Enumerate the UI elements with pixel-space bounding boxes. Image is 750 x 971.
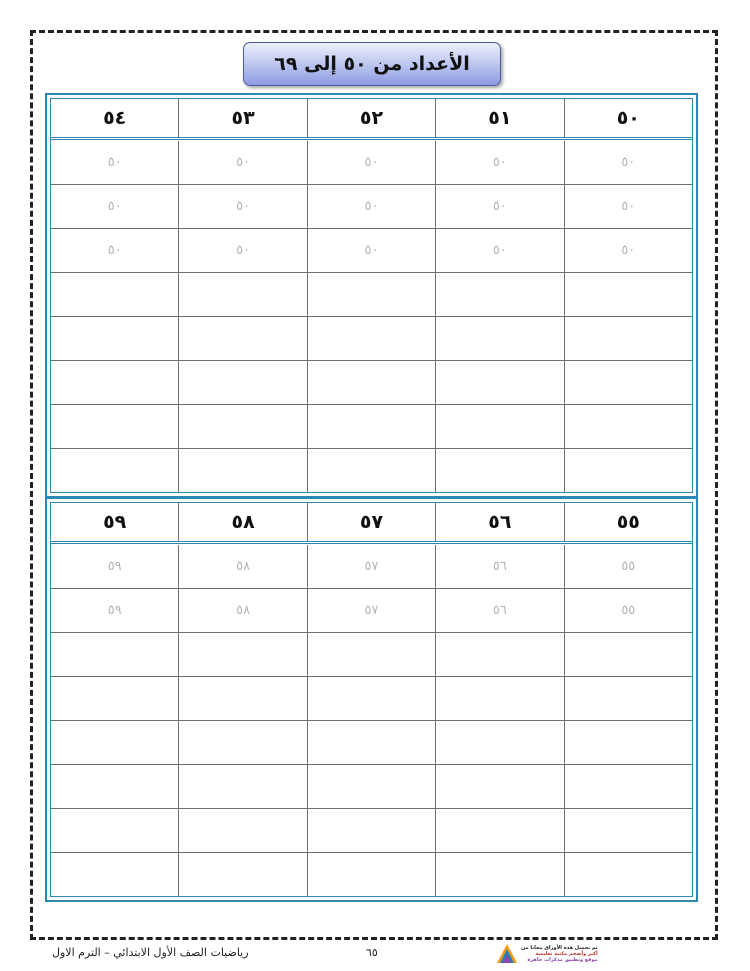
grid-row: [51, 449, 692, 492]
writing-cell: [178, 633, 306, 676]
writing-cell: [178, 317, 306, 360]
grid-row: [51, 677, 692, 721]
writing-cell: [435, 633, 563, 676]
trace-number-cell: ٥٠: [435, 185, 563, 228]
header-cell: ٥٧: [307, 503, 435, 541]
writing-cell: [51, 721, 178, 764]
writing-cell: [307, 405, 435, 448]
writing-cell: [51, 853, 178, 896]
header-cell: ٥٨: [178, 503, 306, 541]
grid-row: [51, 633, 692, 677]
writing-cell: [564, 809, 692, 852]
writing-cell: [435, 677, 563, 720]
page-number: ٦٥: [366, 946, 378, 959]
writing-cell: [178, 405, 306, 448]
writing-cell: [564, 449, 692, 492]
grid-body: [51, 141, 692, 492]
numbers-grid-top: [45, 93, 698, 498]
writing-cell: [307, 721, 435, 764]
grid-row: [51, 809, 692, 853]
writing-cell: [564, 317, 692, 360]
writing-cell: [51, 633, 178, 676]
trace-number-cell: ٥٠: [178, 229, 306, 272]
grid-inner: [50, 98, 693, 493]
trace-number-cell: ٥٠: [107, 155, 122, 170]
writing-cell: [307, 361, 435, 404]
writing-cell: [178, 449, 306, 492]
trace-number-cell: ٥٥: [564, 545, 692, 588]
writing-cell: [435, 361, 563, 404]
writing-cell: [564, 273, 692, 316]
trace-number-cell: ٥٠: [107, 199, 122, 214]
numbers-grid-bottom: [45, 497, 698, 902]
header-cell: ٥٠: [564, 99, 692, 137]
writing-cell: [435, 721, 563, 764]
trace-number-cell: ٥٠: [307, 185, 435, 228]
writing-cell: [307, 449, 435, 492]
writing-cell: [51, 449, 178, 492]
site-logo: [496, 940, 618, 968]
trace-number-cell: ٥٠: [564, 141, 692, 184]
header-cell: ٥٤: [103, 107, 127, 129]
grid-row: [51, 141, 692, 185]
writing-cell: [51, 677, 178, 720]
trace-number-cell: ٥٧: [307, 589, 435, 632]
grid-row: [51, 273, 692, 317]
grid-row: [51, 317, 692, 361]
header-cell: ٥١: [435, 99, 563, 137]
writing-cell: [435, 449, 563, 492]
writing-cell: [564, 361, 692, 404]
writing-cell: [307, 273, 435, 316]
writing-cell: [51, 809, 178, 852]
grid-row: [51, 721, 692, 765]
header-row: [51, 503, 692, 544]
writing-cell: [178, 809, 306, 852]
trace-number-cell: ٥٥: [564, 589, 692, 632]
trace-number-cell: ٥٠: [564, 185, 692, 228]
writing-cell: [435, 765, 563, 808]
grid-body: [51, 545, 692, 896]
trace-number-cell: ٥٩: [107, 559, 122, 574]
header-row: [51, 99, 692, 140]
logo-mark-icon: [496, 943, 518, 965]
grid-row: [51, 405, 692, 449]
writing-cell: [564, 853, 692, 896]
writing-cell: [307, 633, 435, 676]
grid-row: [51, 589, 692, 633]
writing-cell: [51, 765, 178, 808]
logo-line: تم تحميل هذه الأوراق مجانا من: [521, 945, 598, 951]
writing-cell: [564, 765, 692, 808]
writing-cell: [307, 853, 435, 896]
trace-number-cell: ٥٨: [178, 545, 306, 588]
writing-cell: [564, 721, 692, 764]
writing-cell: [564, 677, 692, 720]
logo-line: موقع وتطبيق مذكرات جاهزة: [527, 957, 598, 963]
writing-cell: [435, 317, 563, 360]
writing-cell: [435, 853, 563, 896]
trace-number-cell: ٥٩: [107, 603, 122, 618]
grid-row: [51, 765, 692, 809]
writing-cell: [178, 361, 306, 404]
grid-row: [51, 361, 692, 405]
trace-number-cell: ٥٠: [178, 185, 306, 228]
page-title: الأعداد من ٥٠ إلى ٦٩: [243, 42, 501, 86]
writing-cell: [178, 273, 306, 316]
grid-row: [51, 185, 692, 229]
trace-number-cell: ٥٠: [307, 229, 435, 272]
writing-cell: [564, 405, 692, 448]
trace-number-cell: ٥٠: [435, 229, 563, 272]
logo-line: أكبر وأضخم مكتبة تعليمية: [535, 951, 598, 957]
grid-row: [51, 229, 692, 273]
writing-cell: [178, 853, 306, 896]
writing-cell: [435, 405, 563, 448]
header-cell: ٥٥: [564, 503, 692, 541]
writing-cell: [51, 317, 178, 360]
trace-number-cell: ٥٠: [178, 141, 306, 184]
trace-number-cell: ٥٠: [435, 141, 563, 184]
writing-cell: [564, 633, 692, 676]
grid-inner: [50, 502, 693, 897]
writing-cell: [307, 765, 435, 808]
writing-cell: [51, 405, 178, 448]
trace-number-cell: ٥٨: [178, 589, 306, 632]
writing-cell: [435, 273, 563, 316]
header-cell: ٥٦: [435, 503, 563, 541]
trace-number-cell: ٥٠: [564, 229, 692, 272]
header-cell: ٥٣: [178, 99, 306, 137]
footer-course-title: رياضيات الصف الأول الابتدائي – الترم الاول: [52, 946, 249, 959]
writing-cell: [307, 809, 435, 852]
trace-number-cell: ٥٦: [435, 545, 563, 588]
writing-cell: [51, 361, 178, 404]
grid-row: [51, 545, 692, 589]
trace-number-cell: ٥٠: [107, 243, 122, 258]
writing-cell: [178, 721, 306, 764]
header-cell: ٥٩: [103, 511, 127, 533]
writing-cell: [307, 317, 435, 360]
trace-number-cell: ٥٠: [307, 141, 435, 184]
writing-cell: [178, 677, 306, 720]
writing-cell: [435, 809, 563, 852]
writing-cell: [51, 273, 178, 316]
trace-number-cell: ٥٧: [307, 545, 435, 588]
header-cell: ٥٢: [307, 99, 435, 137]
grid-row: [51, 853, 692, 896]
writing-cell: [178, 765, 306, 808]
writing-cell: [307, 677, 435, 720]
trace-number-cell: ٥٦: [435, 589, 563, 632]
